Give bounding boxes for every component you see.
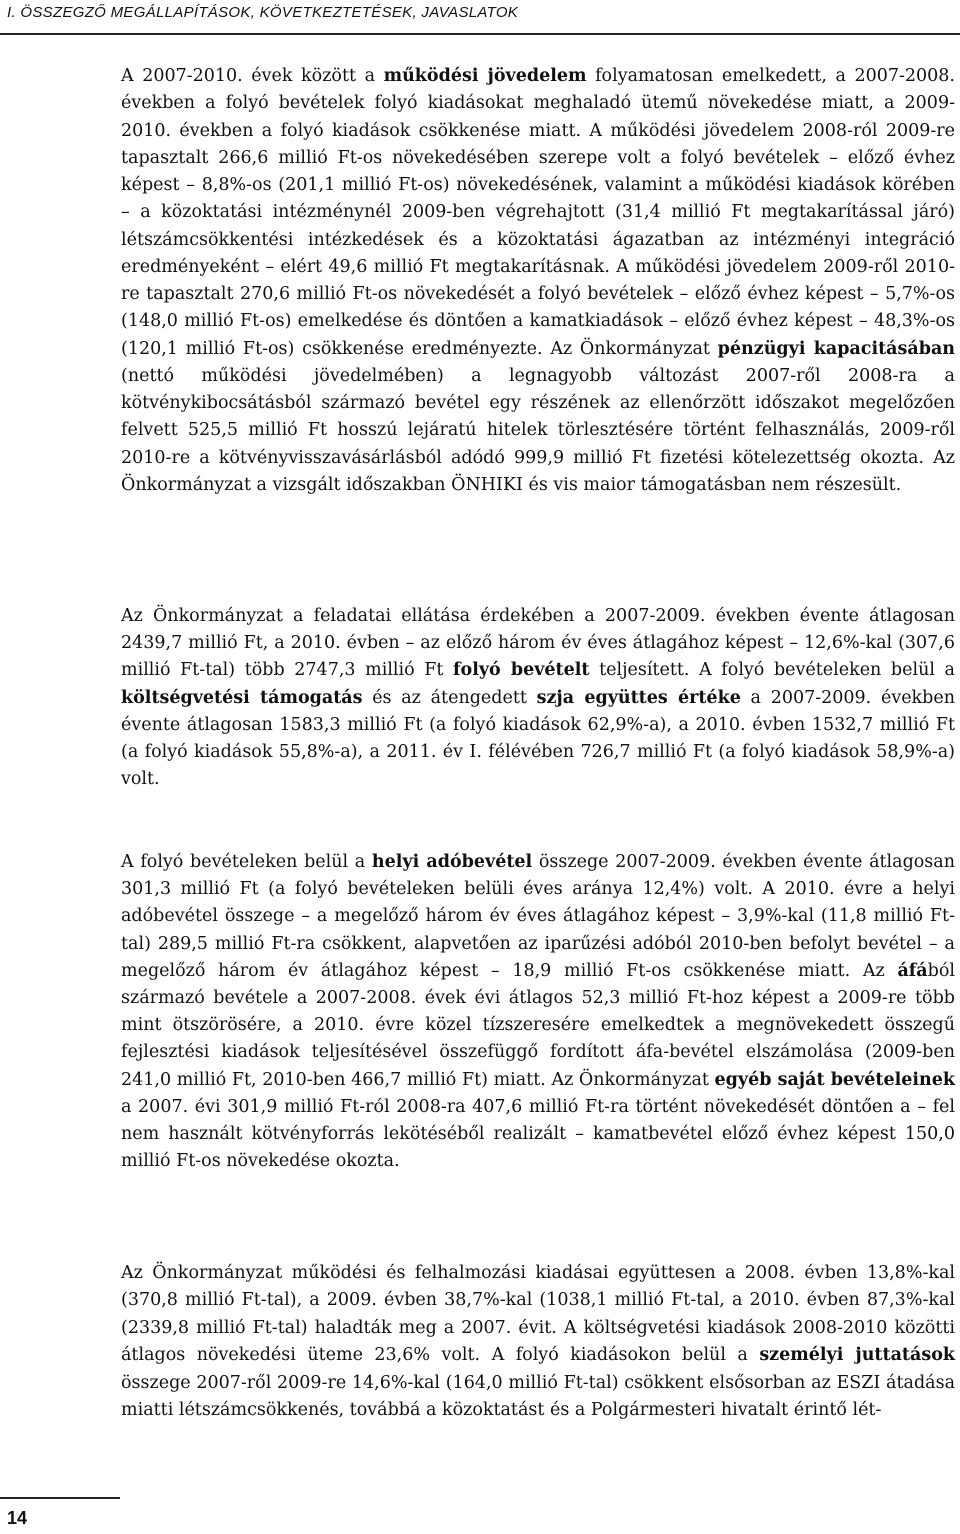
page-number: 14: [7, 1508, 28, 1528]
text-run: teljesített. A folyó bevételeken belül a: [589, 660, 955, 681]
text-run: Az Önkormányzat a feladatai ellátása érdekében a 2007-2009. években évente átlagosan 2439,7 millió Ft, a 2010. évben – az előző három év éves átlagához képest – 12,6%-kal (307,6 millió Ft-tal) több 2747,3 millió Ft: [121, 606, 955, 681]
paragraph-text: [121, 603, 955, 793]
bold-term-folyo-bevetel: folyó bevételt: [453, 660, 590, 681]
text-run: ból származó bevétele a 2007-2008. évek évi átlagos 52,3 millió Ft-hoz képest a 2009-re több mint ötszörösére, a 2010. évre közel tízszeresére emelkedtek a megnövekedett összegű fejlesztési kiadások teljesítésével összefüggő fordított áfa-bevétel elszámolása (2009-ben 241,0 millió Ft, 2010-ben 466,7 millió Ft) miatt. Az Önkormányzat: [121, 960, 955, 1090]
bold-term-afa: áfá: [897, 960, 928, 981]
text-run: a 2007. évi 301,9 millió Ft-ról 2008-ra 407,6 millió Ft-ra történt növekedését döntően a – fel nem használt kötvényforrás lekötéséből realizált – kamatbevétel előző évhez képest 150,0 millió Ft-os növekedése okozta.: [121, 1096, 955, 1172]
paragraph-text: [121, 849, 955, 1175]
bold-term-helyi-adobevetel: helyi adóbevétel: [371, 852, 533, 872]
bold-term-szja-egyuttes-erteke: szja együttes értéke: [536, 687, 741, 708]
text-run: folyamatosan emelkedett, a 2007-2008. években a folyó bevételek folyó kiadásokat meghaladó ütemű növekedése miatt, a 2009-2010. években a folyó kiadások csökkenése miatt. A működési jövedelem 2008-ról 2009-re tapasztalt 266,6 millió Ft-os növekedésében szerepe volt a folyó bevételek – előző évhez képest – 8,8%-os (201,1 millió Ft-os) növekedésének, valamint a működési kiadások körében – a közoktatási intézménynél 2009-ben végrehajtott (31,4 millió Ft megtakarítással járó) létszámcsökkentési intézkedések és a közoktatási ágazatban az intézményi integráció eredményeként – elért 49,6 millió Ft megtakarításnak. A működési jövedelem 2009-ről 2010-re tapasztalt 270,6 millió Ft-os növekedését a folyó bevételek – előző évhez képest – 5,7%-os (148,0 millió Ft-os) emelkedése és döntően a kamatkiadások – előző évhez képest – 48,3%-os (120,1 millió Ft-os) csökkenése eredményezte. Az Önkormányzat: [121, 66, 955, 359]
paragraph-3: [121, 849, 955, 1175]
text-run: és az átengedett: [362, 687, 537, 708]
bold-term-egyeb-sajat-bevetelek: egyéb saját bevételeinek: [714, 1069, 956, 1090]
footer-divider: [0, 1497, 120, 1499]
text-run: a 2007-2009. években évente átlagosan 1583,3 millió Ft (a folyó kiadások 62,9%-a), a 2010. évben 1532,7 millió Ft (a folyó kiadások 55,8%-a), a 2011. év I. félévében 726,7 millió Ft (a folyó kiadások 58,9%-a) volt.: [121, 687, 955, 790]
text-run: Az Önkormányzat működési és felhalmozási kiadásai együttesen a 2008. évben 13,8%-kal (370,8 millió Ft-tal), a 2009. évben 38,7%-kal (1038,1 millió Ft-tal, a 2010. évben 87,3%-kal (2339,8 millió Ft-tal) haladták meg a 2007. évit. A költségvetési kiadások 2008-2010 közötti átlagos növekedési üteme 23,6% volt. A folyó kiadásokon belül a: [121, 1263, 955, 1366]
text-run: A folyó bevételeken belül a: [121, 852, 372, 872]
bold-term-szemelyi-juttatasok: személyi juttatások: [759, 1345, 955, 1366]
bold-term-koltsegvetesi-tamogatas: költségvetési támogatás: [121, 687, 363, 708]
bold-term-penzugyi-kapacitas: pénzügyi kapacitásában: [717, 338, 956, 359]
header-divider: [0, 33, 960, 35]
paragraph-2: [121, 603, 955, 793]
paragraph-text: [121, 63, 955, 499]
text-run: A 2007-2010. évek között a: [121, 66, 384, 86]
text-run: (nettó működési jövedelmében) a legnagyobb változást 2007-ről 2008-ra a kötvénykibocsátásból származó bevétel egy részének az ellenőrzött időszakot megelőzően felvett 525,5 millió Ft hosszú lejáratú hitelek törlesztésére történt felhasználás, 2009-ről 2010-re a kötvényvisszavásárlásból adódó 999,9 millió Ft fizetési kötelezettség okozta. Az Önkormányzat a vizsgált időszakban ÖNHIKI és vis maior támogatásban nem részesült.: [121, 365, 955, 495]
paragraph-4: [121, 1260, 955, 1424]
page-header-title: I. ÖSSZEGZŐ MEGÁLLAPÍTÁSOK, KÖVETKEZTETÉSEK, JAVASLATOK: [7, 4, 519, 21]
text-run: összege 2007-ről 2009-re 14,6%-kal (164,0 millió Ft-tal) csökkent elsősorban az ESZI átadása miatti létszámcsökkenés, továbbá a közoktatást és a Polgármesteri hivatalt érintő lét-: [121, 1372, 955, 1421]
paragraph-1: [121, 63, 955, 499]
bold-term-mukodesi-jovedelem: működési jövedelem: [383, 66, 587, 86]
text-run: összege 2007-2009. években évente átlagosan 301,3 millió Ft (a folyó bevételeken belüli éves aránya 12,4%) volt. A 2010. évre a helyi adóbevétel összege – a megelőző három év éves átlagához képest – 3,9%-kal (11,8 millió Ft-tal) 289,5 millió Ft-ra csökkent, alapvetően az iparűzési adóból 2010-ben befolyt bevétel – a megelőző három év átlagához képest – 18,9 millió Ft-os csökkenése miatt. Az: [121, 852, 955, 981]
paragraph-text: [121, 1260, 955, 1424]
